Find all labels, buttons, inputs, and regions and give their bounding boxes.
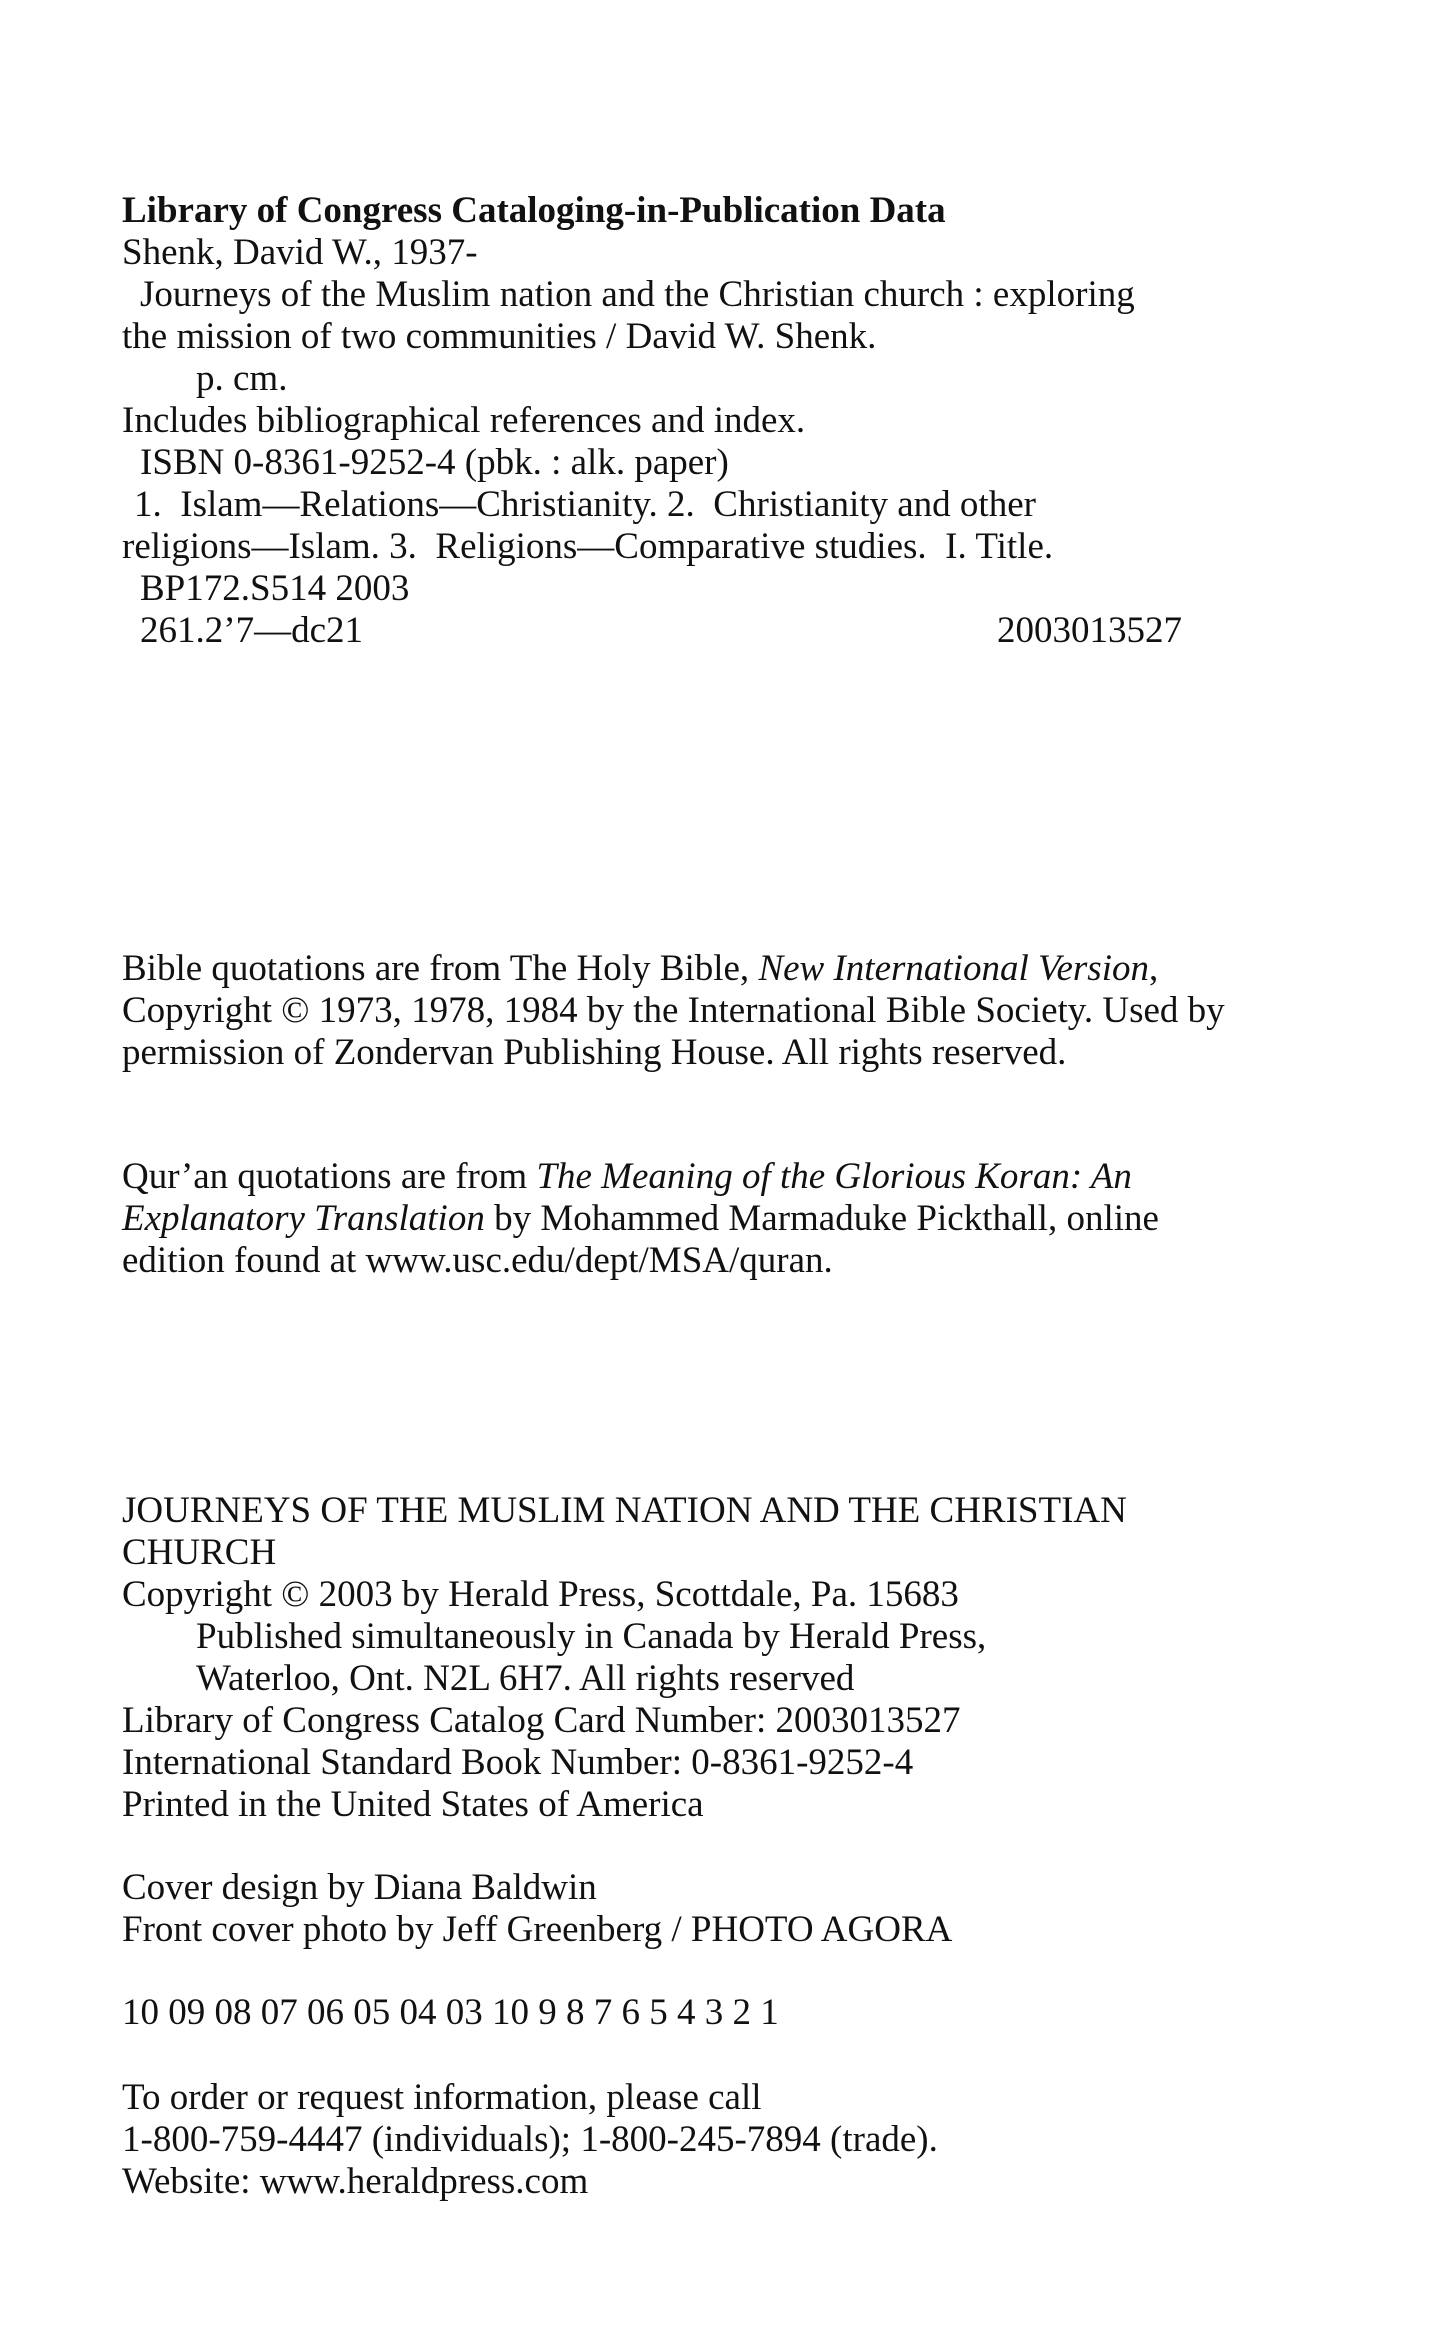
cover-design-credit: Cover design by Diana Baldwin [122, 1867, 597, 1908]
quran-permission-block [122, 1156, 1352, 1282]
cip-heading: Library of Congress Cataloging-in-Publication Data [122, 190, 946, 231]
cip-includes: Includes bibliographical references and index. [122, 400, 806, 441]
cover-photo-credit: Front cover photo by Jeff Greenberg / PHOTO AGORA [122, 1909, 953, 1950]
bible-line1: Bible quotations are from The Holy Bible, New International Version, [122, 948, 1159, 989]
canada-line1: Published simultaneously in Canada by Herald Press, [196, 1616, 987, 1657]
quran-line2: Explanatory Translation by Mohammed Marmaduke Pickthall, online [122, 1198, 1159, 1239]
publisher-block [122, 1490, 1352, 1826]
book-title-line1: JOURNEYS OF THE MUSLIM NATION AND THE CHRISTIAN [122, 1490, 1127, 1531]
book-title-line2: CHURCH [122, 1532, 277, 1573]
cip-data-block [122, 190, 1352, 652]
canada-line2: Waterloo, Ont. N2L 6H7. All rights reserved [196, 1658, 855, 1699]
cip-isbn: ISBN 0-8361-9252-4 (pbk. : alk. paper) [140, 442, 729, 483]
bible-line3: permission of Zondervan Publishing House. All rights reserved. [122, 1032, 1067, 1073]
cip-author: Shenk, David W., 1937- [122, 232, 478, 273]
publisher-copyright: Copyright © 2003 by Herald Press, Scottdale, Pa. 15683 [122, 1574, 959, 1615]
cip-title-line2: the mission of two communities / David W. Shenk. [122, 316, 877, 357]
bible-permission-block [122, 948, 1352, 1074]
isbn-number: International Standard Book Number: 0-8361-9252-4 [122, 1742, 914, 1783]
cip-subjects-line2: religions—Islam. 3. Religions—Comparative studies. I. Title. [122, 526, 1054, 567]
cip-lc-class: BP172.S514 2003 [140, 568, 410, 609]
cip-subjects-line1: 1. Islam—Relations—Christianity. 2. Christianity and other [134, 484, 1036, 525]
order-phone-numbers: 1-800-759-4447 (individuals); 1-800-245-7894 (trade). [122, 2119, 938, 2160]
cip-pages: p. cm. [196, 358, 288, 399]
quran-line1: Qur’an quotations are from The Meaning of the Glorious Koran: An [122, 1156, 1132, 1197]
credits-block [122, 1867, 1352, 1951]
catalog-card-number: Library of Congress Catalog Card Number: 2003013527 [122, 1700, 961, 1741]
quran-line3: edition found at www.usc.edu/dept/MSA/quran. [122, 1240, 833, 1281]
order-website: Website: www.heraldpress.com [122, 2161, 589, 2202]
bible-version-title: New International Version [758, 948, 1149, 989]
order-info-block [122, 2077, 1352, 2203]
quran-title-part2: Explanatory Translation [122, 1198, 485, 1239]
quran-title-part1: The Meaning of the Glorious Koran: An [536, 1156, 1132, 1197]
cip-dewey: 261.2’7—dc21 [140, 610, 363, 651]
printing-line-block [122, 1992, 1352, 2034]
order-line1: To order or request information, please call [122, 2077, 762, 2118]
cip-title-line1: Journeys of the Muslim nation and the Christian church : exploring [140, 274, 1135, 315]
bible-line2: Copyright © 1973, 1978, 1984 by the International Bible Society. Used by [122, 990, 1225, 1031]
cip-lccn: 2003013527 [997, 610, 1182, 651]
printing-line: 10 09 08 07 06 05 04 03 10 9 8 7 6 5 4 3 2 1 [122, 1992, 779, 2033]
cip-classification-row [122, 610, 1182, 652]
printed-in: Printed in the United States of America [122, 1784, 704, 1825]
